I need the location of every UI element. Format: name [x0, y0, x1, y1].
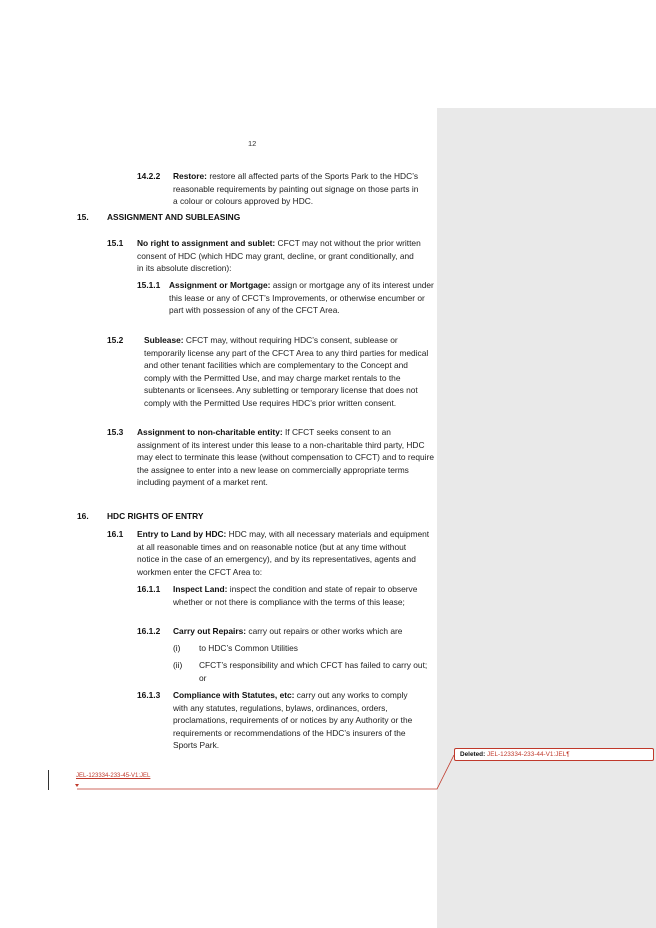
clause-title: Compliance with Statutes, etc:	[173, 690, 295, 700]
clause-14-2-2-number: 14.2.2	[137, 171, 161, 181]
section-15-number: 15.	[77, 212, 89, 222]
page-number: 12	[248, 139, 257, 148]
clause-text: restore all affected parts of the Sports Park to the HDC’s reasonable requirements by painting out signage on those parts in a colour or colours approved by HDC.	[173, 171, 419, 207]
comment-text: JEL-123334-233-44-V1:JEL¶	[487, 751, 570, 758]
clause-text: HDC may, with all necessary materials and equipment at all reasonable times and on reasonable notice (but at any time without notice in the case of an emergency), and by its representatives, agents and workmen enter the CFCT Area to:	[137, 529, 430, 577]
clause-15-1-number: 15.1	[107, 238, 124, 248]
section-16-number: 16.	[77, 511, 89, 521]
clause-16-1-3-number: 16.1.3	[137, 690, 161, 700]
item-ii-number: (ii)	[173, 660, 183, 670]
clause-title: Assignment or Mortgage:	[169, 280, 271, 290]
clause-text: CFCT may, without requiring HDC’s consent, sublease or temporarily license any part of the CFCT Area to any third parties for medical and other tenant facilities which are complementary to the Concept and comply with the Permitted Use, and may charge market rentals to the subtenants or licensees. Any subletting or temporary license that does not comply with the Permitted Use requires HDC’s prior written consent.	[144, 335, 429, 408]
clause-title: No right to assignment and sublet:	[137, 238, 276, 248]
clause-15-1-1-number: 15.1.1	[137, 280, 161, 290]
footer-document-id: JEL-123334-233-45-V1:JEL	[76, 773, 151, 779]
clause-title: Restore:	[173, 171, 207, 181]
item-i-number: (i)	[173, 643, 181, 653]
clause-title: Carry out Repairs:	[173, 626, 247, 636]
clause-text: carry out repairs or other works which are	[248, 626, 403, 636]
section-title: ASSIGNMENT AND SUBLEASING	[107, 212, 241, 222]
deleted-comment-balloon[interactable]	[454, 748, 654, 761]
clause-16-1-1-number: 16.1.1	[137, 584, 161, 594]
comment-label: Deleted:	[460, 751, 486, 758]
section-title: HDC RIGHTS OF ENTRY	[107, 511, 204, 521]
clause-text: CFCT may not without the prior written consent of HDC (which HDC may grant, decline, or grant conditionally, and in its absolute discretion):	[137, 238, 421, 274]
clause-text: inspect the condition and state of repair to observe whether or not there is compliance with the terms of this lease;	[173, 584, 418, 607]
clause-title: Assignment to non-charitable entity:	[137, 427, 283, 437]
clause-title: Inspect Land:	[173, 584, 228, 594]
clause-15-2-number: 15.2	[107, 335, 124, 345]
clause-16-1-2-number: 16.1.2	[137, 626, 161, 636]
clause-title: Sublease:	[144, 335, 184, 345]
clause-title: Entry to Land by HDC:	[137, 529, 227, 539]
clause-15-3-number: 15.3	[107, 427, 124, 437]
clause-text: If CFCT seeks consent to an assignment of its interest under this lease to a non-charitable third party, HDC may elect to terminate this lease (without compensation to CFCT) and to require the assignee to enter into a new lease on commercially appropriate terms including payment of a market rent.	[137, 427, 434, 488]
clause-text: assign or mortgage any of its interest under this lease or any of CFCT’s Improvements, or otherwise encumber or part with possession of any of the CFCT Area.	[169, 280, 434, 316]
item-ii: CFCT’s responsibility and which CFCT has failed to carry out; or	[199, 660, 428, 683]
clause-16-1-number: 16.1	[107, 529, 124, 539]
item-i: to HDC’s Common Utilities	[199, 643, 298, 653]
clause-text: carry out any works to comply with any statutes, regulations, bylaws, ordinances, orders, proclamations, requirements of or notices by any Authority or the requirements or recommendations of the HDC’s insurers of the Sports Park.	[173, 690, 413, 751]
